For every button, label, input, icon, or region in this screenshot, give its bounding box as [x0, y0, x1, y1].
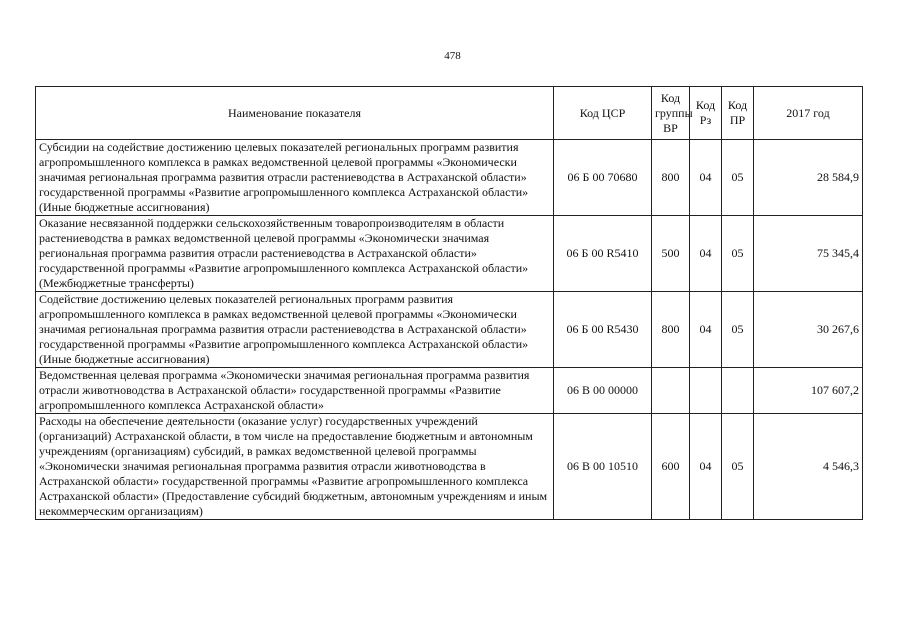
row-amount: 107 607,2: [754, 368, 863, 414]
header-vr: Код группы ВР: [652, 87, 690, 140]
row-amount: 4 546,3: [754, 414, 863, 520]
row-amount: 75 345,4: [754, 216, 863, 292]
budget-table: [35, 86, 863, 520]
header-pr: Код ПР: [722, 87, 754, 140]
row-name: Расходы на обеспечение деятельности (оказание услуг) государственных учреждений (организаций) Астраханской области, в том числе на предоставление бюджетным и автономным учреждениям (организациям) субсидий, в рамках ведомственной целевой программы «Экономически значимая региональная программа развития отрасли животноводства в Астраханской области» государственной программы «Развитие агропромышленного комплекса Астраханской области» (Предоставление субсидий бюджетным, автономным учреждениям и иным некоммерческим организациям): [36, 414, 554, 520]
page-number: 478: [444, 50, 461, 62]
header-csr: Код ЦСР: [554, 87, 652, 140]
row-rz: 04: [690, 140, 722, 216]
table-header-row: [36, 87, 863, 140]
row-vr: [652, 368, 690, 414]
row-vr: 800: [652, 292, 690, 368]
row-pr: [722, 368, 754, 414]
row-pr: 05: [722, 140, 754, 216]
row-pr: 05: [722, 216, 754, 292]
row-name: Оказание несвязанной поддержки сельскохозяйственным товаропроизводителям в области растениеводства в рамках ведомственной целевой программы «Экономически значимая региональная программа развития отрасли растениеводства в Астраханской области» государственной программы «Развитие агропромышленного комплекса Астраханской области» (Межбюджетные трансферты): [36, 216, 554, 292]
row-amount: 30 267,6: [754, 292, 863, 368]
row-pr: 05: [722, 414, 754, 520]
row-csr: 06 Б 00 R5430: [554, 292, 652, 368]
table-row: [36, 414, 863, 520]
row-name: Субсидии на содействие достижению целевых показателей региональных программ развития агропромышленного комплекса в рамках ведомственной целевой программы «Экономически значимая региональная программа развития отрасли растениеводства в Астраханской области» государственной программы «Развитие агропромышленного комплекса Астраханской области» (Иные бюджетные ассигнования): [36, 140, 554, 216]
row-vr: 800: [652, 140, 690, 216]
row-csr: 06 В 00 00000: [554, 368, 652, 414]
header-name: Наименование показателя: [36, 87, 554, 140]
row-csr: 06 Б 00 70680: [554, 140, 652, 216]
row-name: Содействие достижению целевых показателей региональных программ развития агропромышленного комплекса в рамках ведомственной целевой программы «Экономически значимая региональная программа развития отрасли растениеводства в Астраханской области» государственной программы «Развитие агропромышленного комплекса Астраханской области» (Иные бюджетные ассигнования): [36, 292, 554, 368]
header-year: 2017 год: [754, 87, 863, 140]
row-vr: 600: [652, 414, 690, 520]
table-row: [36, 368, 863, 414]
row-rz: 04: [690, 216, 722, 292]
table-row: [36, 140, 863, 216]
header-rz: Код Рз: [690, 87, 722, 140]
row-rz: 04: [690, 414, 722, 520]
row-vr: 500: [652, 216, 690, 292]
row-pr: 05: [722, 292, 754, 368]
table-row: [36, 216, 863, 292]
table-row: [36, 292, 863, 368]
row-rz: [690, 368, 722, 414]
row-csr: 06 В 00 10510: [554, 414, 652, 520]
row-name: Ведомственная целевая программа «Экономически значимая региональная программа развития отрасли животноводства в Астраханской области» государственной программы «Развитие агропромышленного комплекса Астраханской области»: [36, 368, 554, 414]
row-csr: 06 Б 00 R5410: [554, 216, 652, 292]
row-amount: 28 584,9: [754, 140, 863, 216]
row-rz: 04: [690, 292, 722, 368]
